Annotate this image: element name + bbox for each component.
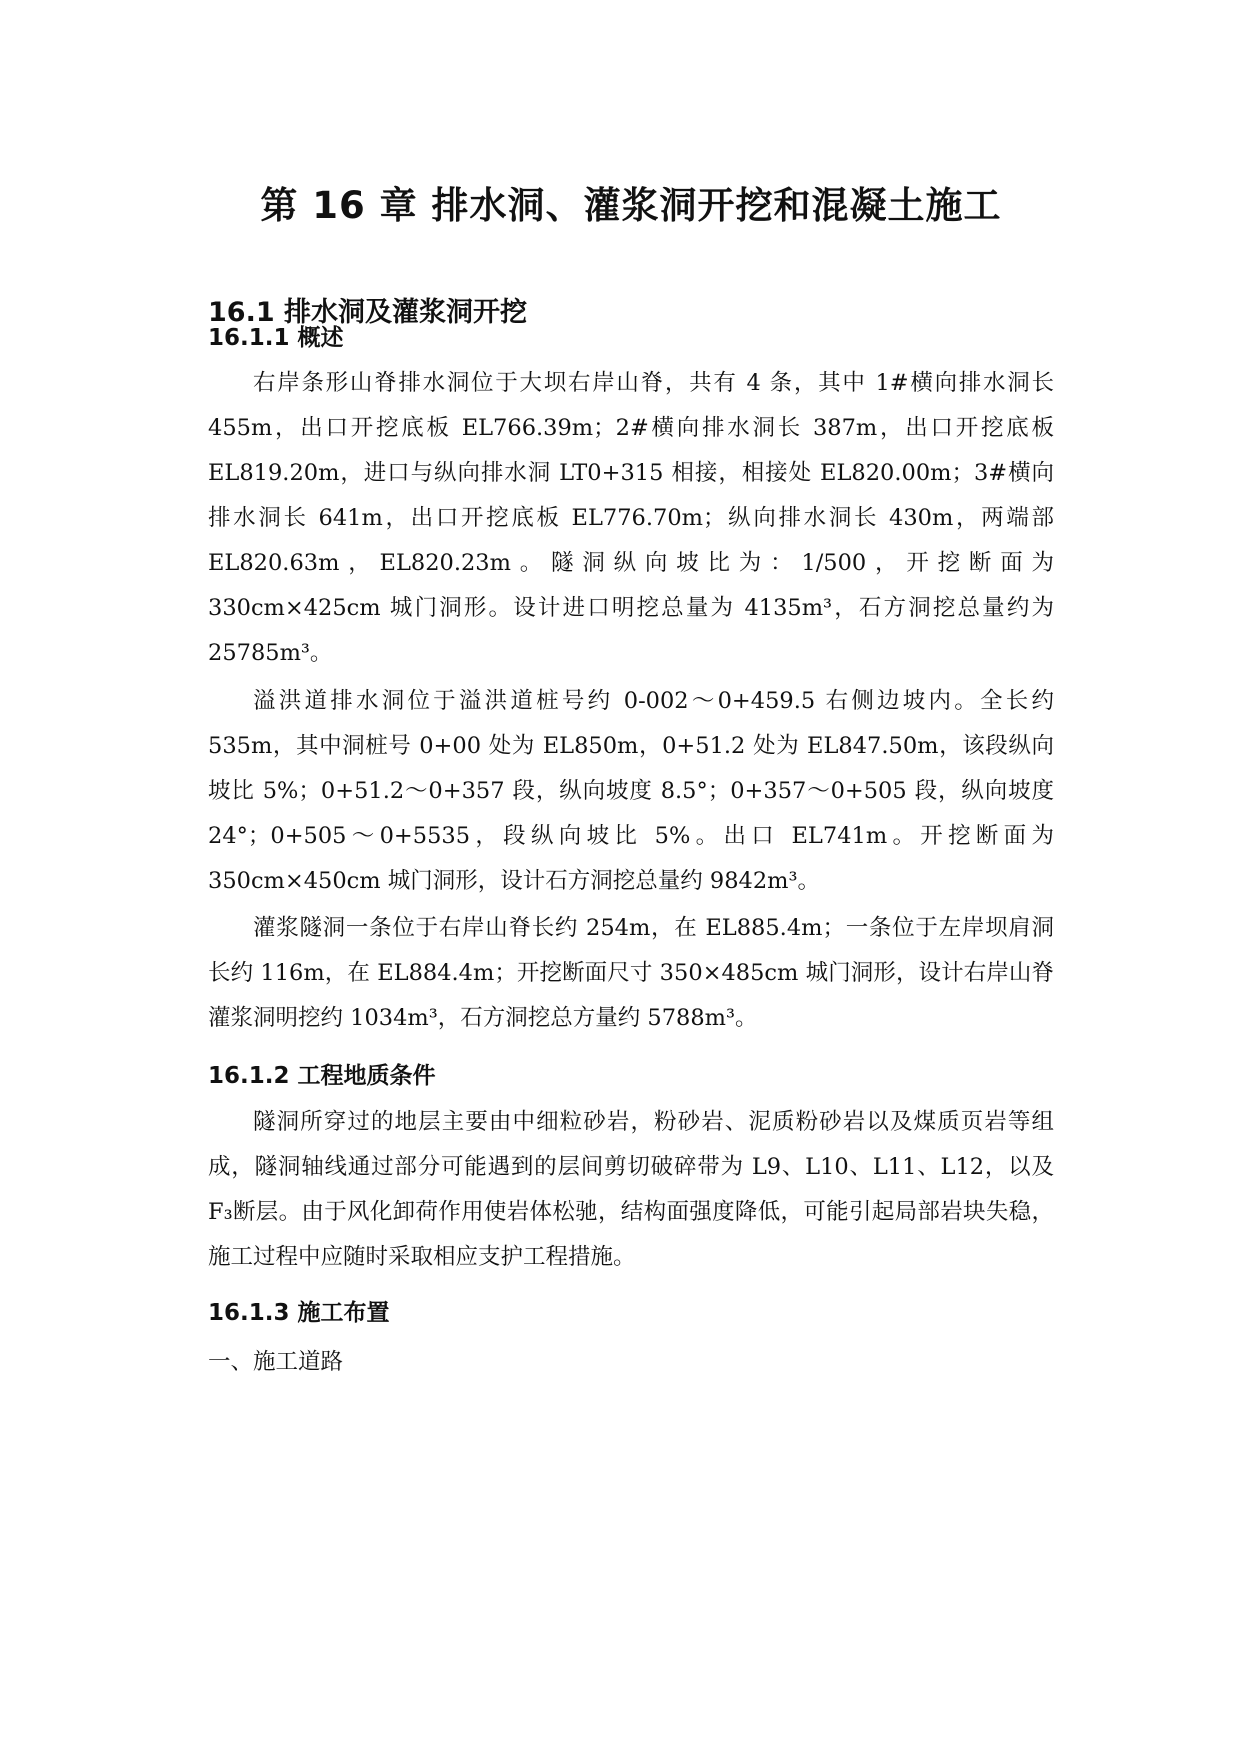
- document-page: [208, 0, 1054, 1754]
- construction-road-heading: 一、施工道路: [208, 1349, 344, 1375]
- section-16-1-title: 16.1 排水洞及灌浆洞开挖: [208, 297, 528, 328]
- section-16-1-1-title: 16.1.1 概述: [208, 325, 344, 351]
- overview-paragraph-3: 灌浆隧洞一条位于右岸山脊长约 254m，在 EL885.4m；一条位于左岸坝肩洞长约 116m，在 EL884.4m；开挖断面尺寸 350×485cm 城门洞形，设计右岸山脊灌浆洞明挖约 1034m³，石方洞挖总方量约 5788m³。: [208, 915, 1054, 1031]
- section-16-1-2-title: 16.1.2 工程地质条件: [208, 1063, 436, 1089]
- section-16-1-3-title: 16.1.3 施工布置: [208, 1300, 390, 1326]
- overview-paragraph-2: 溢洪道排水洞位于溢洪道桩号约 0-002～0+459.5 右侧边坡内。全长约 535m，其中洞桩号 0+00 处为 EL850m，0+51.2 处为 EL847.50m，该段纵向坡比 5%；0+51.2～0+357 段，纵向坡度 8.5°；0+357～0+505 段，纵向坡度 24°；0+505～0+5535，段纵向坡比 5%。出口 EL741m。开挖断面为 350cm×450cm 城门洞形，设计石方洞挖总量约 9842m³。: [208, 688, 1054, 894]
- chapter-title: 第 16 章 排水洞、灌浆洞开挖和混凝土施工: [260, 184, 1002, 227]
- geology-paragraph: 隧洞所穿过的地层主要由中细粒砂岩，粉砂岩、泥质粉砂岩以及煤质页岩等组成，隧洞轴线通过部分可能遇到的层间剪切破碎带为 L9、L10、L11、L12，以及 F₃断层。由于风化卸荷作用使岩体松驰，结构面强度降低，可能引起局部岩块失稳，施工过程中应随时采取相应支护工程措施。: [208, 1109, 1054, 1270]
- overview-paragraph-1: 右岸条形山脊排水洞位于大坝右岸山脊，共有 4 条，其中 1#横向排水洞长 455m，出口开挖底板 EL766.39m；2#横向排水洞长 387m，出口开挖底板 EL819.20m，进口与纵向排水洞 LT0+315 相接，相接处 EL820.00m；3#横向排水洞长 641m，出口开挖底板 EL776.70m；纵向排水洞长 430m，两端部 EL820.63m，EL820.23m。隧洞纵向坡比为：1/500，开挖断面为 330cm×425cm 城门洞形。设计进口明挖总量为 4135m³，石方洞挖总量约为 25785m³。: [208, 370, 1054, 666]
